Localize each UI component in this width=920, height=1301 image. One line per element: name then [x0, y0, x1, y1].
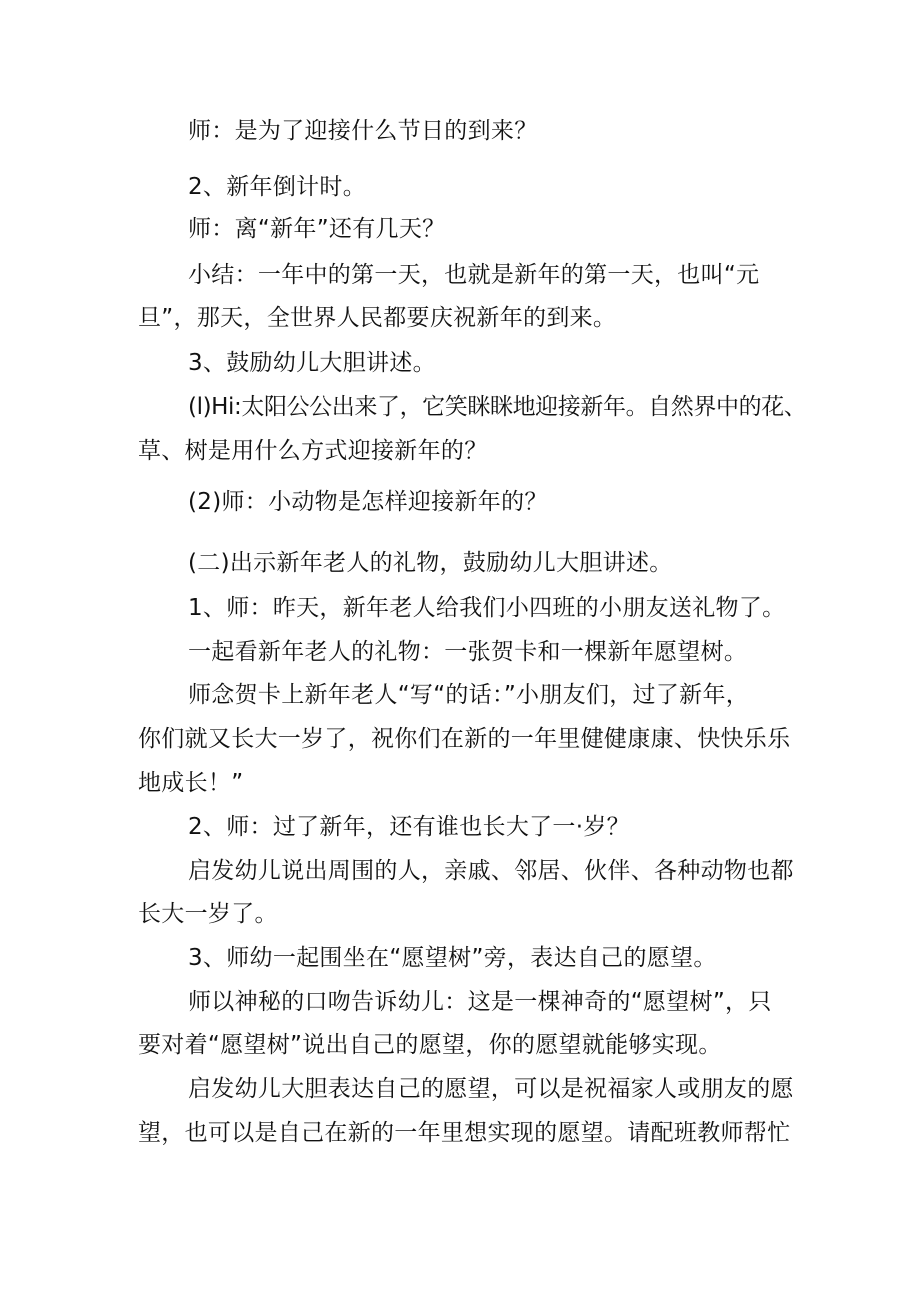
text-line: 一起看新年老人的礼物：一张贺卡和一棵新年愿望树。 [188, 639, 748, 665]
text-line: 师以神秘的口吻告诉幼儿：这是一棵神奇的“愿望树”，只 [188, 989, 772, 1015]
text-line: 2、师：过了新年，还有谁也长大了一·岁？ [188, 814, 630, 840]
text-line: 1、师：昨天，新年老人给我们小四班的小朋友送礼物了。 [188, 595, 786, 621]
text-line: 小结：一年中的第一天，也就是新年的第一天，也叫“元 [188, 262, 760, 288]
text-line: 要对着“愿望树”说出自己的愿望，你的愿望就能够实现。 [138, 1032, 722, 1058]
text-line: 地成长！” [138, 770, 244, 796]
text-line: 师：是为了迎接什么节日的到来？ [188, 118, 538, 144]
text-line: 你们就又长大一岁了，祝你们在新的一年里健健康康、快快乐乐 [138, 726, 791, 752]
text-line: 3、鼓励幼儿大胆讲述。 [188, 350, 436, 376]
text-line: 2、新年倒计时。 [188, 174, 367, 200]
text-line: 草、树是用什么方式迎接新年的？ [138, 438, 488, 464]
text-line: 师：离“新年”还有几天？ [188, 216, 446, 242]
text-line: (2)师：小动物是怎样迎接新年的？ [188, 489, 548, 515]
text-line: 启发幼儿说出周围的人，亲戚、邻居、伙伴、各种动物也都 [188, 858, 794, 884]
text-line: 3、师幼一起围坐在“愿望树”旁，表达自己的愿望。 [188, 945, 717, 971]
text-line: 师念贺卡上新年老人“写“的话：”小朋友们，过了新年， [188, 682, 750, 708]
text-line: (l)Hi:太阳公公出来了，它笑眯眯地迎接新年。自然界中的花、 [188, 394, 807, 420]
text-line: 望，也可以是自己在新的一年里想实现的愿望。请配班教师帮忙 [138, 1120, 791, 1146]
text-line: 启发幼儿大胆表达自己的愿望，可以是祝福家人或朋友的愿 [188, 1076, 794, 1102]
section-heading: (二)出示新年老人的礼物，鼓励幼儿大胆讲述。 [188, 550, 673, 576]
text-line: 长大一岁了。 [138, 901, 278, 927]
text-line: 旦”，那天，全世界人民都要庆祝新年的到来。 [138, 305, 617, 331]
